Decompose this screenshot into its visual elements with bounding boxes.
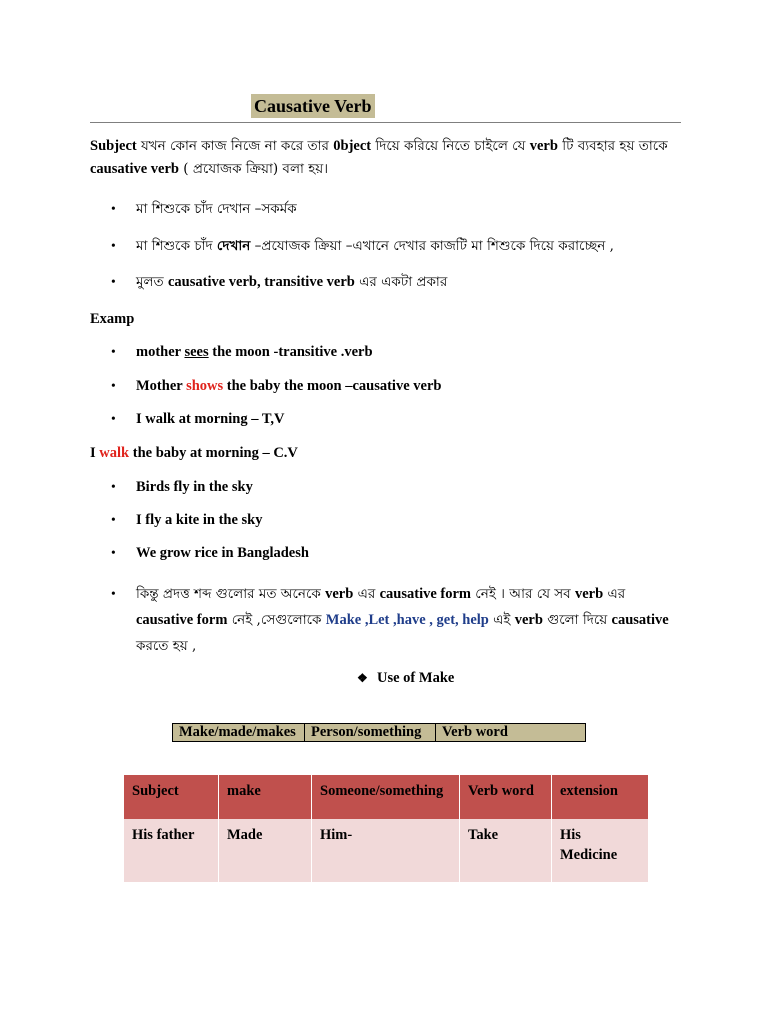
example-table bbox=[124, 775, 649, 882]
example-2-c: the baby the moon –causative verb bbox=[223, 378, 442, 394]
intro-text-3: টি ব্যবহার হয় তাকে bbox=[557, 138, 668, 154]
header-extension: extension bbox=[552, 775, 649, 819]
example-7 bbox=[111, 543, 309, 563]
example-4 bbox=[90, 443, 298, 463]
bullet-bn-2-post: –প্রযোজক ক্রিয়া –এখানে দেখার কাজটি মা শিশুকে দিয়ে করাচ্ছেন , bbox=[250, 238, 614, 254]
diamond-bullet-icon: ❖ bbox=[357, 671, 368, 685]
structure-cell-verb: Verb word bbox=[436, 724, 586, 742]
structure-row bbox=[173, 724, 586, 742]
structure-cell-person: Person/something bbox=[305, 724, 436, 742]
bullet-bn-2 bbox=[111, 236, 614, 256]
bullet-dot: • bbox=[111, 586, 116, 601]
intro-verb: verb bbox=[529, 138, 558, 154]
bullet-bn-1 bbox=[111, 199, 297, 219]
lb-cf-1: causative form bbox=[379, 586, 471, 602]
intro-object: 0bject bbox=[333, 138, 372, 154]
title-rule bbox=[90, 92, 681, 123]
example-6 bbox=[111, 510, 263, 530]
intro-text-4: ( প্রযোজক ক্রিয়া) বলা হয়। bbox=[179, 161, 329, 177]
example-3-text: I walk at morning – T,V bbox=[136, 411, 285, 427]
example-1 bbox=[111, 342, 373, 362]
intro-text-2: দিয়ে করিয়ে নিতে চাইলে যে bbox=[371, 138, 530, 154]
bullet-bn-2-pre: মা শিশুকে চাঁদ bbox=[136, 238, 217, 254]
example-3 bbox=[111, 409, 285, 429]
intro-subject: Subject bbox=[90, 138, 137, 154]
lb-p7: গুলো দিয়ে bbox=[542, 612, 612, 628]
cell-extension: His Medicine bbox=[552, 819, 649, 882]
header-someone: Someone/something bbox=[312, 775, 460, 819]
lb-p1: কিন্তু প্রদত্ত শব্দ গুলোর মত অনেকে bbox=[136, 586, 326, 602]
page-title: Causative Verb bbox=[251, 94, 375, 118]
use-of-make-heading bbox=[357, 668, 454, 688]
example-6-text: I fly a kite in the sky bbox=[136, 512, 263, 528]
lb-helper-verbs: Make ,Let ,have , get, help bbox=[325, 612, 489, 628]
example-2-b: shows bbox=[186, 378, 224, 394]
header-subject: Subject bbox=[124, 775, 219, 819]
example-1-b: sees bbox=[184, 344, 209, 360]
example-4-c: the baby at morning – C.V bbox=[129, 445, 298, 461]
intro-paragraph bbox=[90, 135, 685, 181]
header-make: make bbox=[219, 775, 312, 819]
bullet-bn-3-pre: মুলত bbox=[136, 274, 168, 290]
example-4-b: walk bbox=[99, 445, 130, 461]
example-5-text: Birds fly in the sky bbox=[136, 479, 253, 495]
structure-cell-make: Make/made/makes bbox=[173, 724, 305, 742]
lb-p6: এই bbox=[488, 612, 515, 628]
bullet-bn-2-bold: দেখান bbox=[216, 238, 251, 254]
header-verb-word: Verb word bbox=[460, 775, 552, 819]
example-1-c: the moon -transitive .verb bbox=[208, 344, 373, 360]
intro-text-1: যখন কোন কাজ নিজে না করে তার bbox=[136, 138, 334, 154]
lb-verb-1: verb bbox=[325, 586, 354, 602]
example-4-a: I bbox=[90, 445, 100, 461]
lb-p4: এর bbox=[603, 586, 626, 602]
cell-verb-word: Take bbox=[460, 819, 552, 882]
cell-subject: His father bbox=[124, 819, 219, 882]
lb-verb-3: verb bbox=[514, 612, 543, 628]
use-of-make-text: Use of Make bbox=[377, 670, 455, 686]
bullet-bn-3-en: causative verb, transitive verb bbox=[167, 274, 355, 290]
intro-causative-verb: causative verb bbox=[90, 161, 179, 177]
lb-p2: এর bbox=[353, 586, 380, 602]
lb-p8: করতে হয় , bbox=[136, 638, 197, 654]
lb-cf-2: causative form bbox=[136, 612, 228, 628]
bullet-bn-1-text: মা শিশুকে চাঁদ দেখান –সকর্মক bbox=[136, 201, 297, 217]
examp-heading: Examp bbox=[90, 311, 135, 327]
structure-table bbox=[172, 723, 586, 742]
cell-make: Made bbox=[219, 819, 312, 882]
example-5 bbox=[111, 477, 253, 497]
example-2-a: Mother bbox=[136, 378, 187, 394]
lb-p5: নেই ,সেগুলোকে bbox=[227, 612, 326, 628]
bullet-bn-3 bbox=[111, 272, 447, 292]
example-7-text: We grow rice in Bangladesh bbox=[136, 545, 309, 561]
bullet-bn-3-post: এর একটা প্রকার bbox=[354, 274, 448, 290]
cell-someone: Him- bbox=[312, 819, 460, 882]
table-row bbox=[124, 819, 649, 882]
example-2 bbox=[111, 376, 441, 396]
lb-verb-2: verb bbox=[575, 586, 604, 602]
bullet-causative-form bbox=[111, 581, 686, 659]
example-table-header-row bbox=[124, 775, 649, 819]
lb-causative: causative bbox=[611, 612, 669, 628]
example-1-a: mother bbox=[136, 344, 185, 360]
lb-p3: নেই । আর যে সব bbox=[471, 586, 575, 602]
